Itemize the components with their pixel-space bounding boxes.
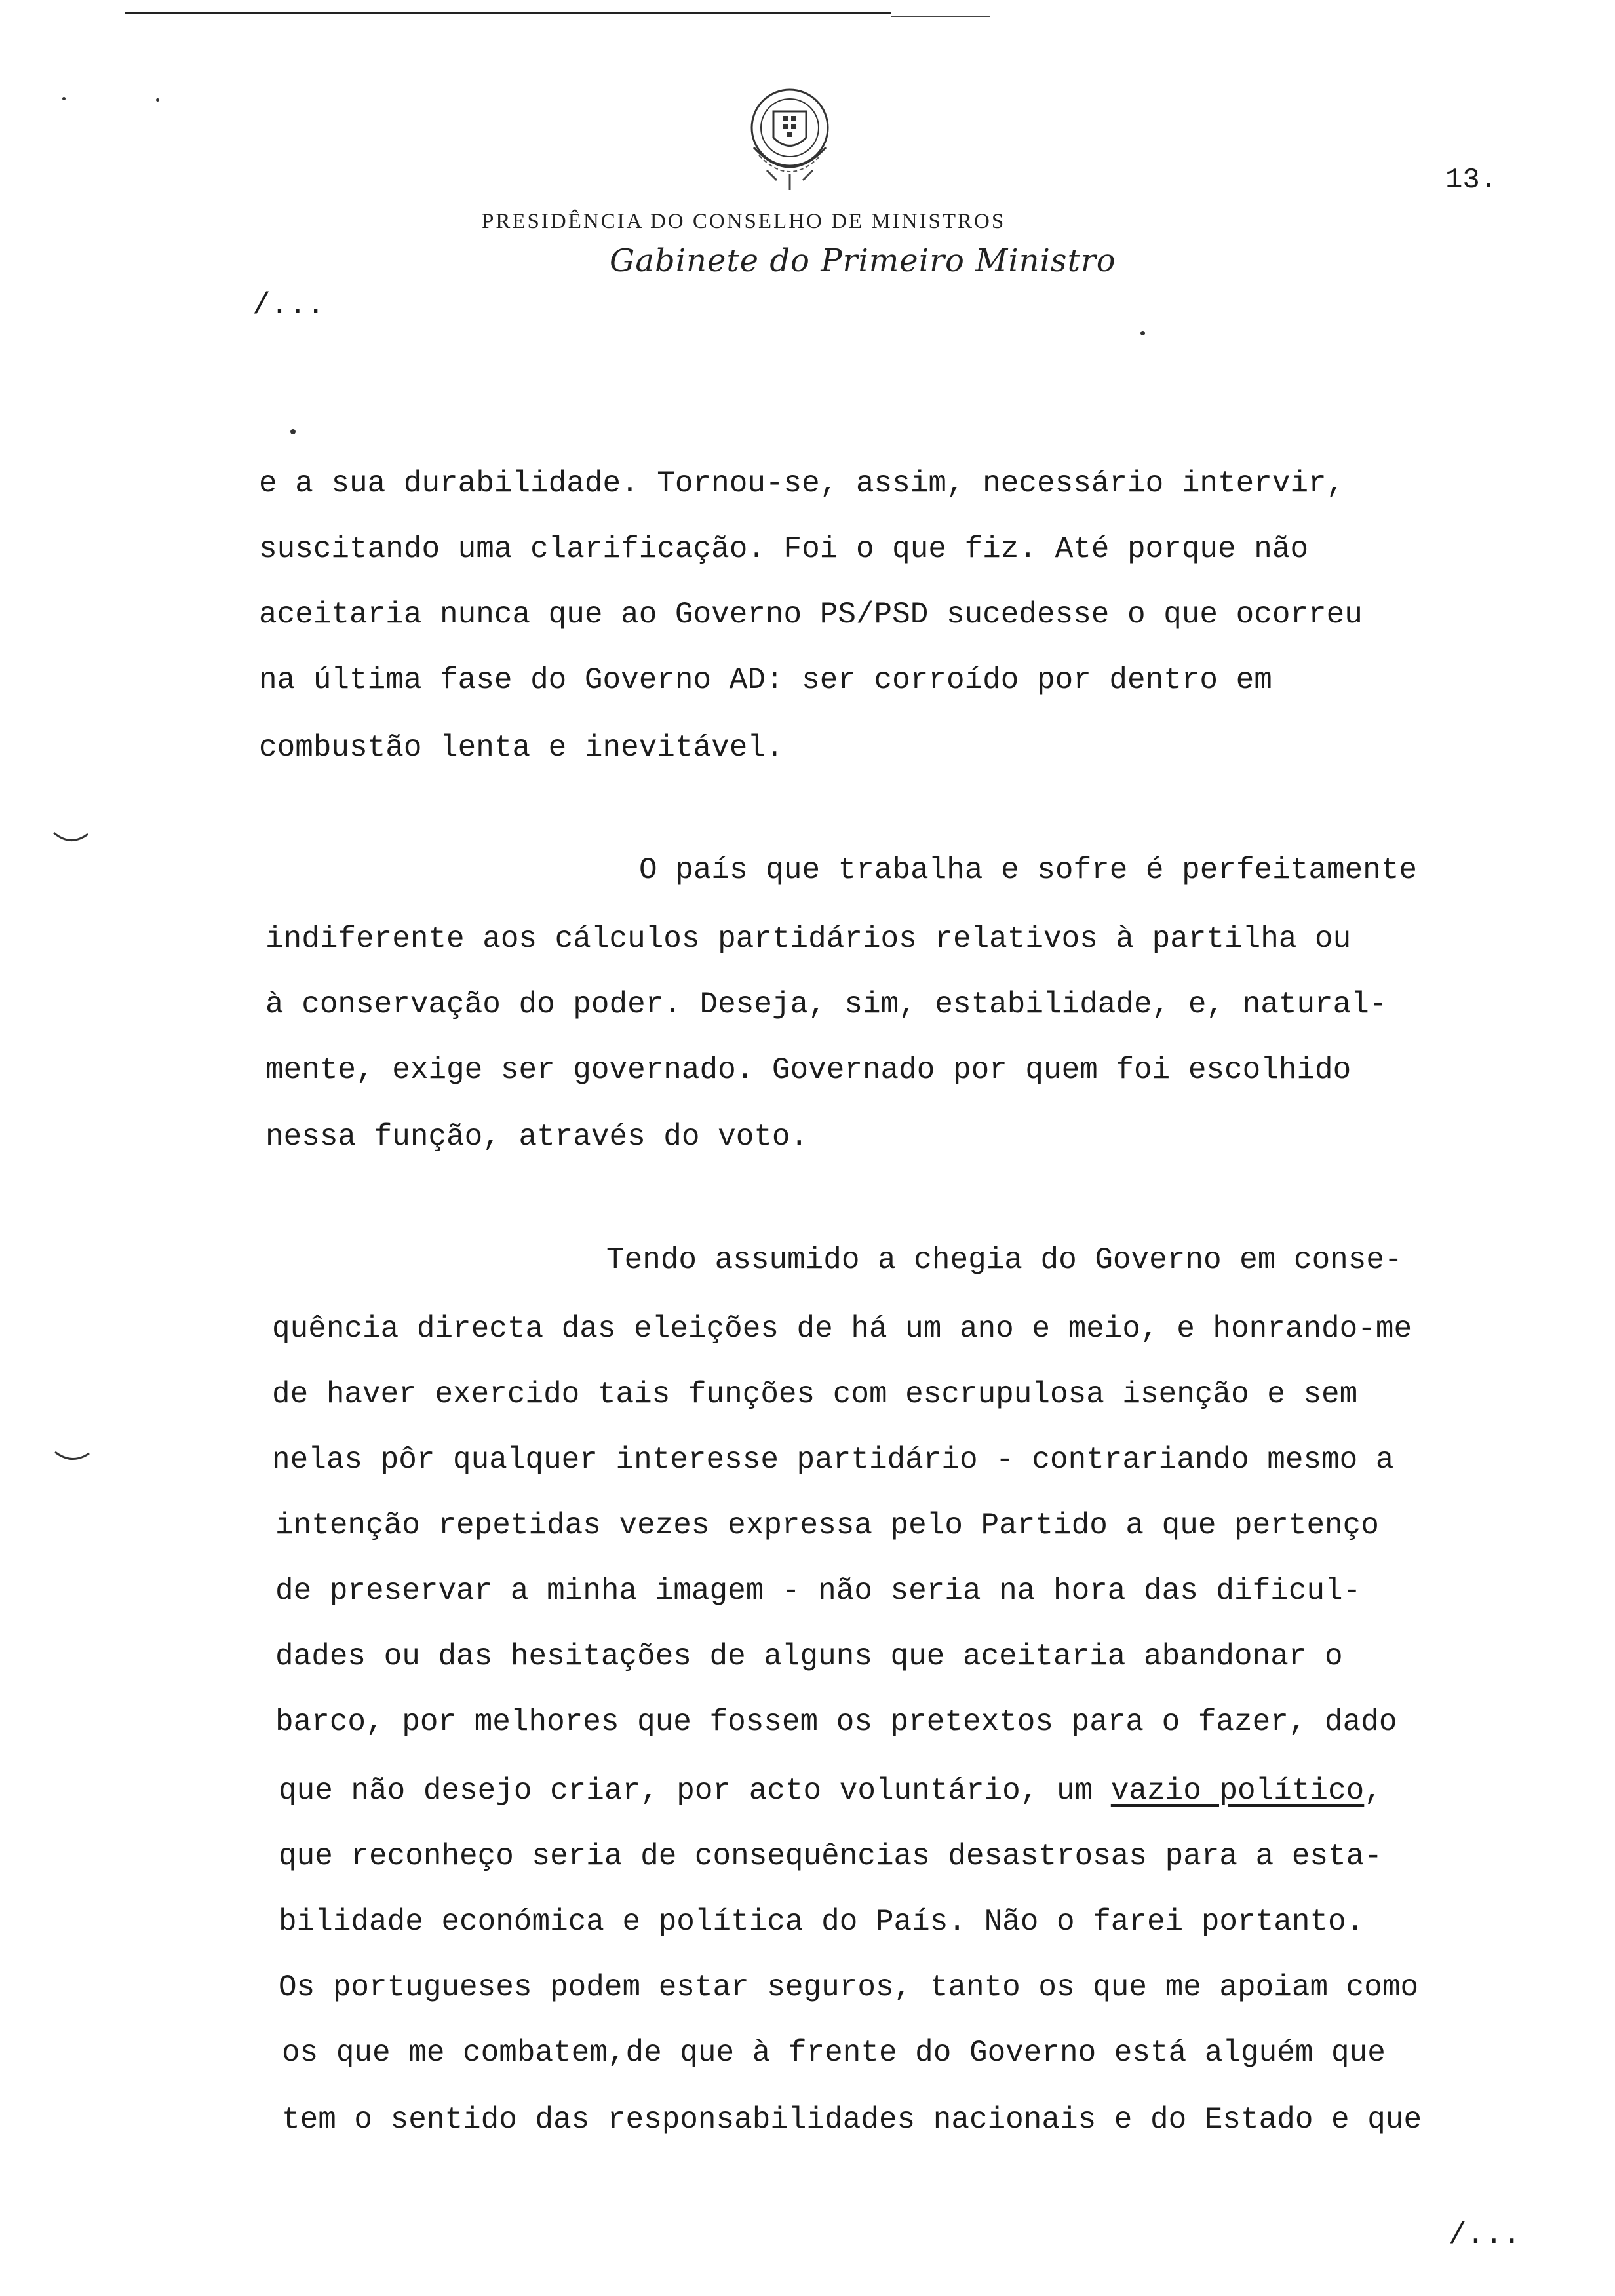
text-line: aceitaria nunca que ao Governo PS/PSD sucedesse o que ocorreu [259,598,1363,632]
scan-speck [62,97,66,100]
text-line: Tendo assumido a chegia do Governo em conse- [606,1243,1403,1277]
scan-speck [1140,331,1145,335]
text-line: tem o sentido das responsabilidades nacionais e do Estado e que [282,2103,1422,2137]
coat-of-arms-seal [728,75,852,200]
text-line: suscitando uma clarificação. Foi o que fiz. Até porque não [259,532,1309,566]
phrase-comma: , [1364,1774,1382,1808]
text-line: na última fase do Governo AD: ser corroído por dentro em [259,663,1272,697]
text-line: combustão lenta e inevitável. [259,731,784,765]
text-line: indiferente aos cálculos partidários relativos à partilha ou [265,922,1352,956]
text-line: à conservação do poder. Deseja, sim, estabilidade, e, natural- [265,987,1388,1022]
text-line: intenção repetidas vezes expressa pelo Partido a que pertenço [275,1508,1379,1542]
underlined-phrase: vazio político [1110,1774,1365,1808]
text-line: e a sua durabilidade. Tornou-se, assim, necessário intervir, [259,467,1345,501]
top-rule-segment [891,16,990,17]
text-line: bilidade económica e política do País. Não o farei portanto. [279,1905,1365,1939]
text-line: que reconheço seria de consequências desastrosas para a esta- [279,1839,1382,1873]
text-line: mente, exige ser governado. Governado por quem foi escolhido [265,1053,1352,1087]
office-subtitle: Gabinete do Primeiro Ministro [610,242,1116,279]
top-rule [125,12,891,14]
text-line: Os portugueses podem estar seguros, tanto os que me apoiam como [279,1970,1419,2004]
text-line: barco, por melhores que fossem os pretextos para o fazer, dado [275,1705,1397,1739]
institution-header: PRESIDÊNCIA DO CONSELHO DE MINISTROS [482,210,1006,233]
text-line: os que me combatem,de que à frente do Governo está alguém que [282,2036,1386,2070]
scan-speck [290,429,296,434]
text-line: nelas pôr qualquer interesse partidário - contrariando mesmo a [272,1443,1394,1477]
scan-speck [156,98,159,102]
text-line: O país que trabalha e sofre é perfeitamente [639,853,1417,887]
page-number: 13. [1445,164,1498,197]
continuation-mark-top: /... [252,288,325,322]
continuation-mark-bottom: /... [1449,2218,1521,2252]
text-line: de preservar a minha imagem - não seria na hora das dificul- [275,1574,1361,1608]
text-line [279,1776,1382,1806]
margin-mark [52,1448,92,1468]
text-line: de haver exercido tais funções com escrupulosa isenção e sem [272,1377,1358,1411]
margin-mark [51,829,90,849]
text-line-start: que não desejo criar, por acto voluntário, um [279,1774,1093,1808]
text-line: quência directa das eleições de há um ano e meio, e honrando-me [272,1312,1412,1346]
text-line: dades ou das hesitações de alguns que aceitaria abandonar o [275,1639,1343,1674]
text-line: nessa função, através do voto. [265,1120,809,1154]
